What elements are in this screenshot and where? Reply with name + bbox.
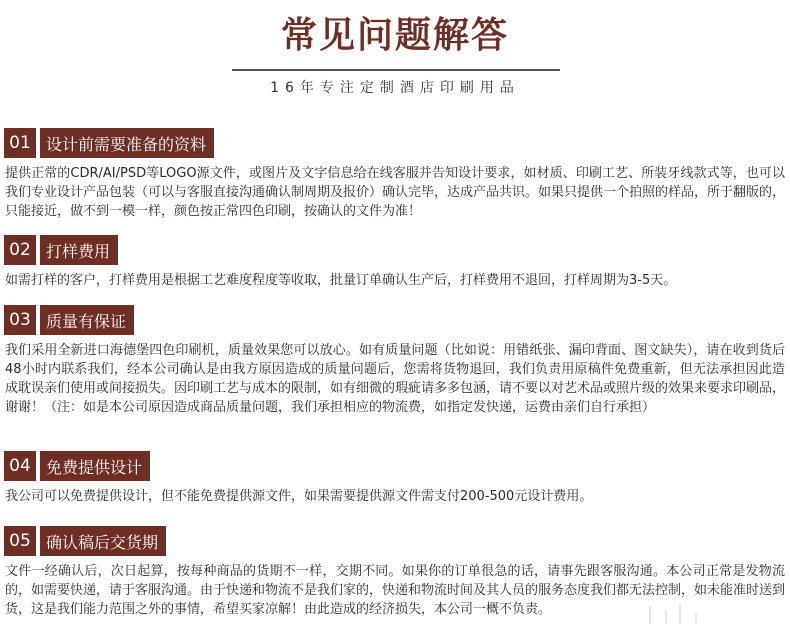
page-subtitle: 16年专注定制酒店印刷用品 xyxy=(270,80,520,96)
section-header-05 xyxy=(4,526,166,556)
section-header-01 xyxy=(4,128,214,158)
section-header-02 xyxy=(4,235,118,265)
page-title: 常见问题解答 xyxy=(280,15,509,56)
section-title: 打样费用 xyxy=(40,235,118,265)
section-body: 如需打样的客户，打样费用是根据工艺难度程度等收取，批量订单确认生产后，打样费用不退回，打样周期为3-5天。 xyxy=(5,273,677,288)
section-title: 免费提供设计 xyxy=(40,451,150,481)
section-number: 05 xyxy=(4,526,36,556)
title-divider xyxy=(232,69,560,71)
section-number: 02 xyxy=(4,235,36,265)
section-number: 04 xyxy=(4,451,36,481)
section-title: 设计前需要准备的资料 xyxy=(40,128,214,158)
section-number: 01 xyxy=(4,128,36,158)
section-title: 确认稿后交货期 xyxy=(40,526,166,556)
section-title: 质量有保证 xyxy=(40,305,134,335)
section-body: 文件一经确认后，次日起算，按每种商品的货期不一样，交期不同。如果你的订单很急的话，请事先跟客服沟通。本公司正常是发物流的，如需要快递，请于客服沟通。由于快递和物流不是我们家的，快递和物流时间及其人员的服务态度我们都无法控制，如未能准时送到货，这是我们能力范围之外的事情，希望买家凉解！由此造成的经济损失，本公司一概不负责。 xyxy=(5,564,786,617)
section-header-04 xyxy=(4,451,150,481)
section-number: 03 xyxy=(4,305,36,335)
section-body: 我们采用全新进口海德堡四色印刷机，质量效果您可以放心。如有质量问题（比如说：用错纸张、漏印背面、图文缺失），请在收到货后48小时内联系我们，经本公司确认是由我方原因造成的质量问题后，您需将货物退回，我们负责用原稿件免费重新，但无法承担因此造成耽误亲们使用或间接损失。因印刷工艺与成本的限制，如有细微的瑕疵请多多包涵，请不要以对艺术品或照片级的效果来要求印刷品，谢谢！（注：如是本公司原因造成商品质量问题，我们承担相应的物流费，如指定发快递，运费由亲们自行承担） xyxy=(5,343,786,415)
section-header-03 xyxy=(4,305,134,335)
section-body: 我公司可以免费提供设计，但不能免费提供源文件，如果需要提供源文件需支付200-500元设计费用。 xyxy=(5,489,593,504)
section-body: 提供正常的CDR/AI/PSD等LOGO源文件，或图片及文字信息给在线客服并告知设计要求，如材质、印刷工艺、所装牙线款式等，也可以我们专业设计产品包装（可以与客服直接沟通确认制周期及报价）确认完毕，达成产品共识。如果只提供一个拍照的样品，所于翻版的，只能接近，做不到一模一样，颜色按正常四色印刷，按确认的文件为准！ xyxy=(5,166,786,219)
